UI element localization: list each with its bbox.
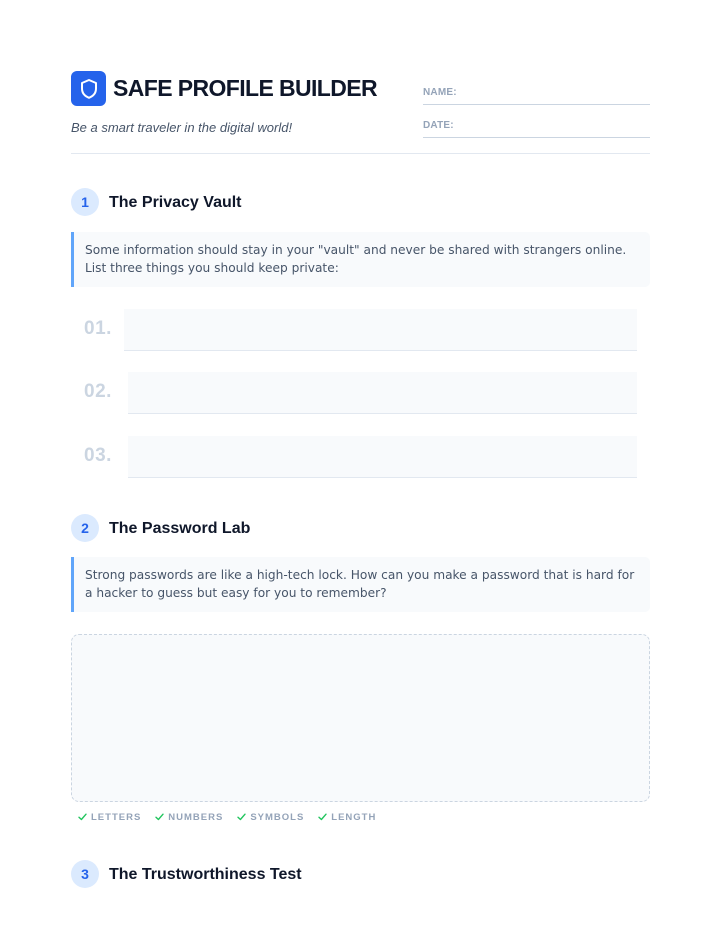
check-icon (78, 813, 87, 821)
section-prompt: Some information should stay in your "vault" and never be shared with strangers online. List three things you should keep private: (71, 232, 650, 287)
page-title: SAFE PROFILE BUILDER (113, 75, 378, 101)
check-icon (237, 813, 246, 821)
check-icon (155, 813, 164, 821)
page-subtitle: Be a smart traveler in the digital world! (71, 120, 293, 135)
list-item-number: 01. (84, 318, 112, 339)
checklist-label: SYMBOLS (250, 811, 305, 823)
list-item (84, 309, 637, 351)
section-number: 1 (71, 188, 99, 216)
section-number: 2 (71, 514, 99, 542)
section-number: 3 (71, 860, 99, 888)
date-field[interactable] (423, 118, 650, 138)
section-title: The Privacy Vault (109, 194, 242, 211)
checklist-label: LENGTH (331, 811, 377, 823)
list-item (84, 436, 637, 478)
worksheet-page (71, 0, 650, 932)
date-label: DATE: (423, 120, 454, 131)
checklist-label: LETTERS (91, 811, 142, 823)
list-item (84, 372, 637, 414)
name-field[interactable] (423, 85, 650, 105)
checklist-item (318, 811, 376, 823)
password-answer-box[interactable] (71, 634, 650, 802)
checklist-item (78, 811, 141, 823)
section-title: The Password Lab (109, 520, 251, 537)
name-label: NAME: (423, 87, 457, 98)
list-item-number: 03. (84, 445, 112, 466)
answer-line-2[interactable] (128, 372, 637, 414)
checklist-item (237, 811, 304, 823)
password-checklist (78, 811, 390, 823)
section-title: The Trustworthiness Test (109, 866, 302, 883)
checklist-item (155, 811, 223, 823)
section-prompt: Strong passwords are like a high-tech lock. How can you make a password that is hard for a hacker to guess but easy for you to remember? (71, 557, 650, 612)
check-icon (318, 813, 327, 821)
logo (71, 71, 106, 106)
checklist-label: NUMBERS (168, 811, 224, 823)
header-divider (71, 153, 650, 154)
shield-icon (79, 78, 99, 100)
answer-line-3[interactable] (128, 436, 637, 478)
list-item-number: 02. (84, 381, 112, 402)
answer-line-1[interactable] (124, 309, 637, 351)
